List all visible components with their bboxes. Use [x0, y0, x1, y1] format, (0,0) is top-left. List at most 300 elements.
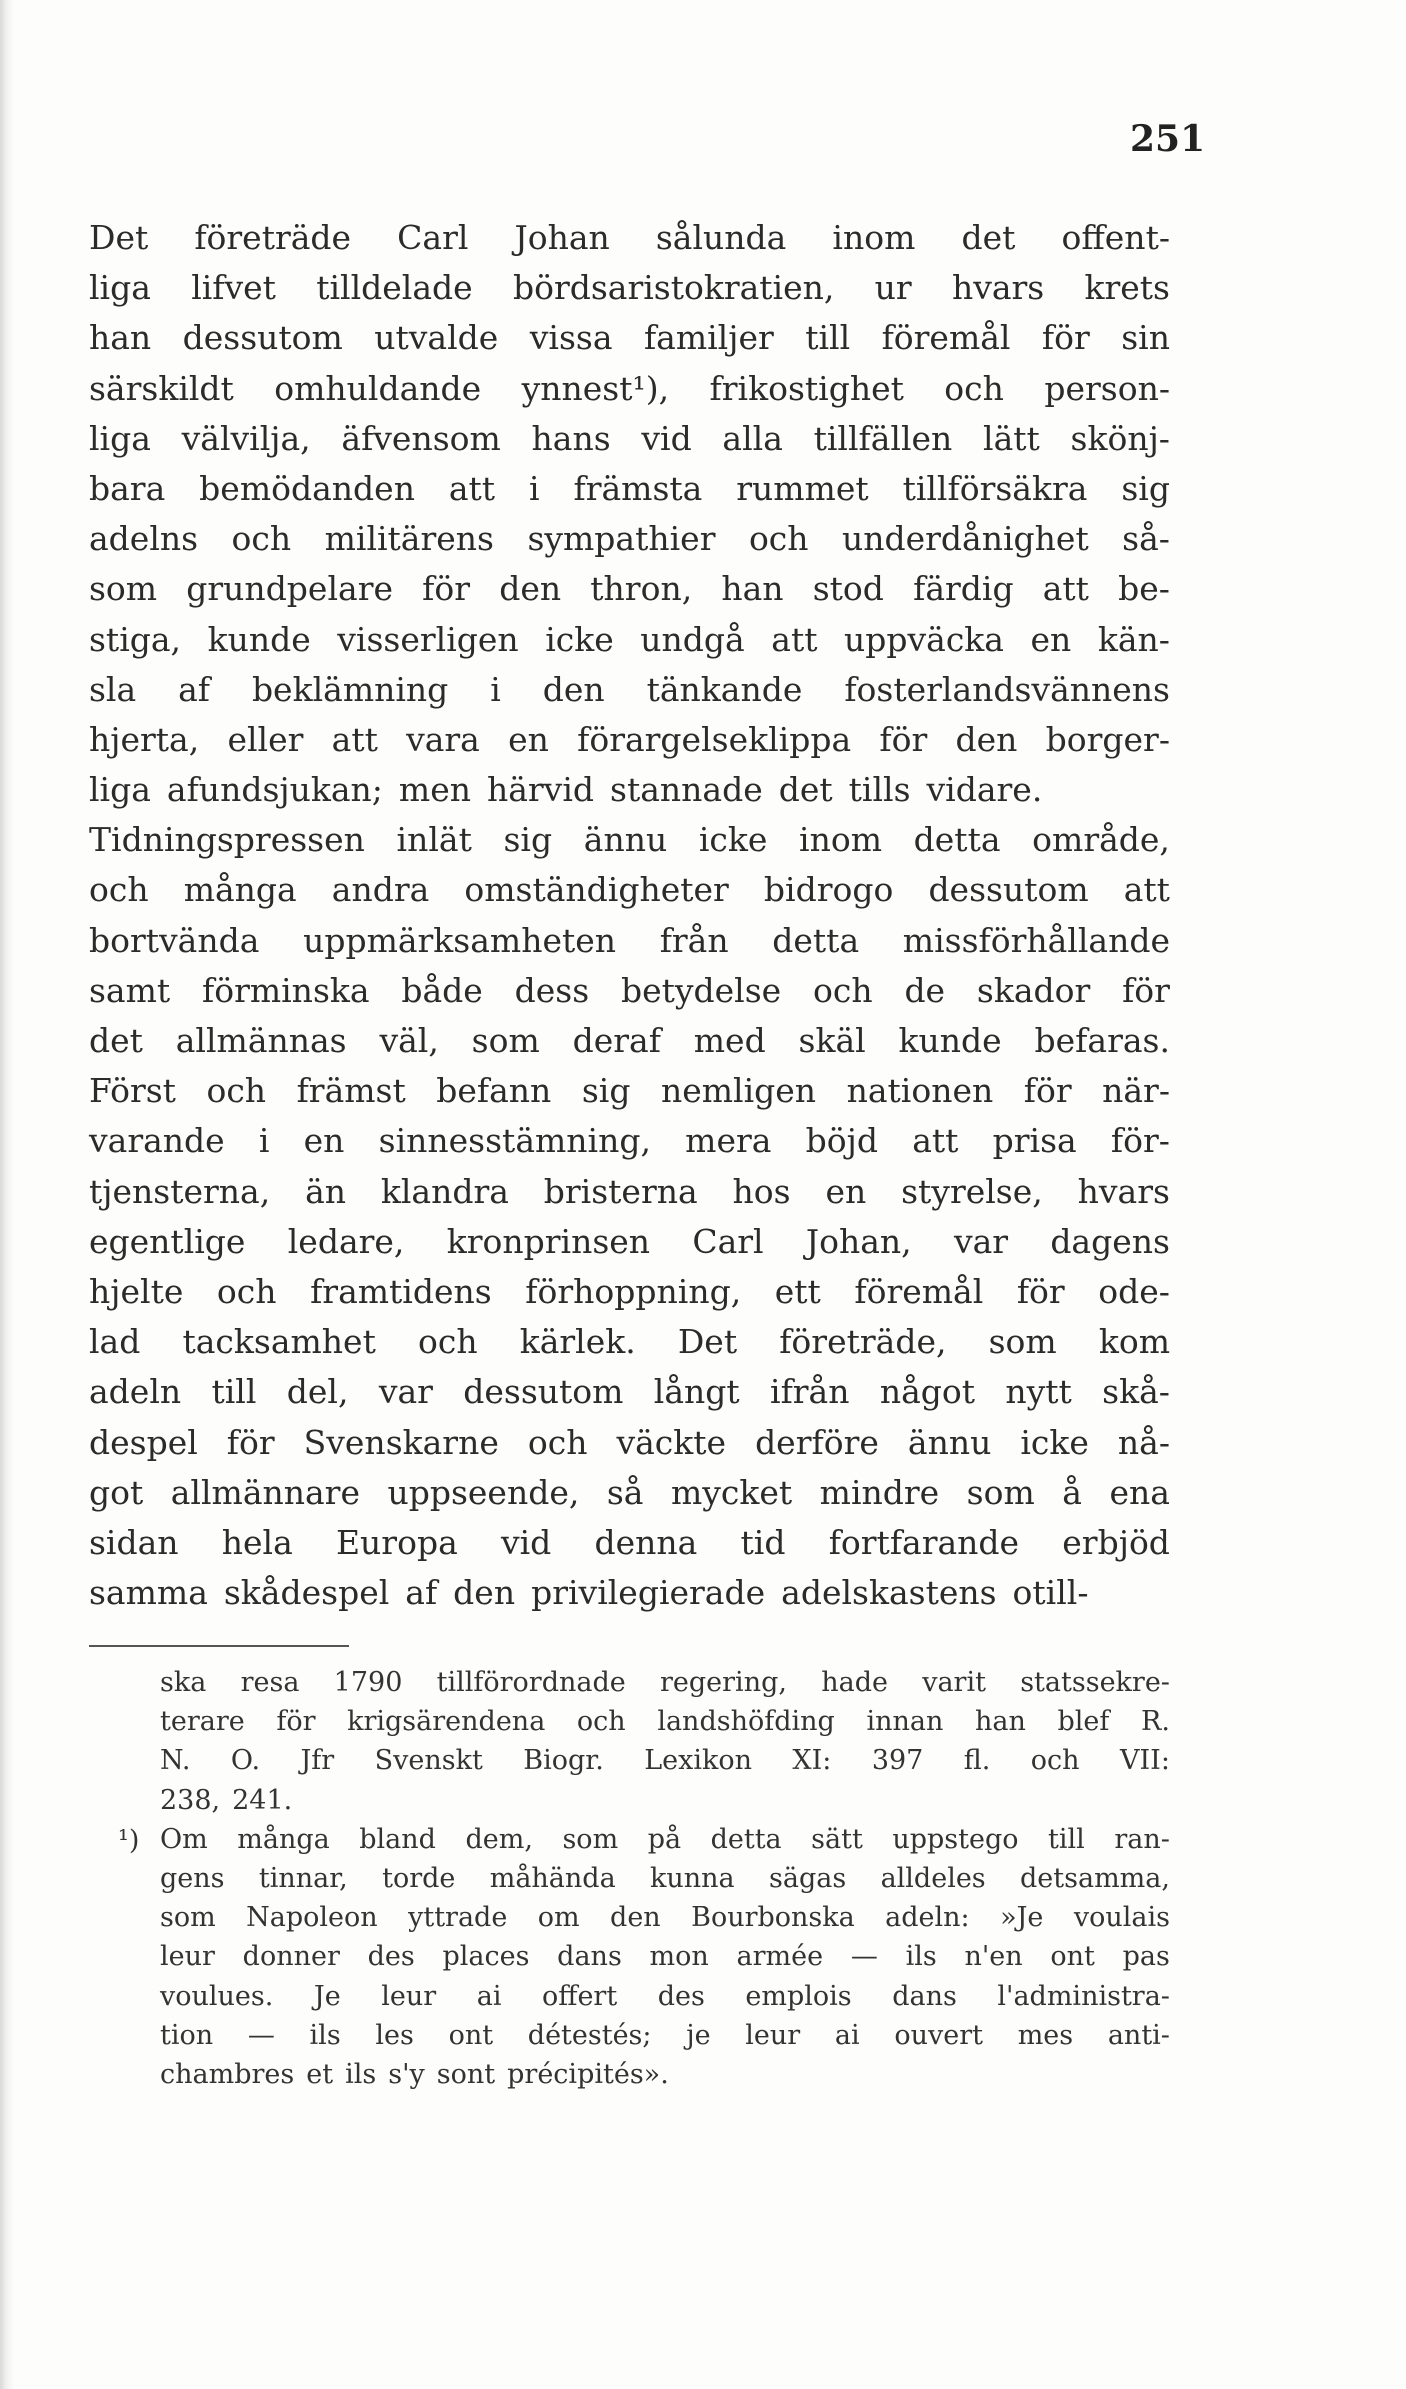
word: kunde	[898, 1021, 1002, 1060]
word: Jfr	[300, 1745, 335, 1777]
word: ouvert	[894, 2019, 983, 2051]
word: borger-	[1045, 719, 1170, 759]
word: detta	[913, 820, 1001, 860]
word: skå-	[1102, 1372, 1170, 1412]
word: af	[178, 669, 210, 709]
word: Johan	[514, 218, 610, 257]
text-line	[89, 514, 1170, 564]
word: ai	[476, 1980, 502, 2012]
word: en	[825, 1171, 867, 1211]
word: detta	[710, 1823, 782, 1855]
word: liga	[89, 418, 151, 458]
word: kän-	[1097, 619, 1170, 659]
word: för	[1041, 318, 1090, 358]
word: XI:	[792, 1745, 832, 1777]
footnote-line	[160, 2055, 1170, 2094]
word: många	[183, 870, 297, 910]
word: vara	[406, 719, 480, 759]
word: eller	[227, 719, 304, 759]
word: föremål	[854, 1271, 984, 1311]
word: dans	[892, 1980, 957, 2012]
word: dessutom	[463, 1372, 624, 1412]
text-line	[89, 865, 1170, 915]
footnote-line	[160, 1702, 1170, 1741]
word: tion	[160, 2019, 214, 2051]
word: innan	[866, 1706, 944, 1738]
word: bidrogo	[763, 870, 894, 910]
word: offert	[542, 1980, 618, 2012]
word: Johan,	[805, 1221, 912, 1261]
word: ena	[1109, 1472, 1170, 1512]
word: på	[647, 1823, 682, 1855]
word: adelns	[89, 519, 199, 559]
word: andra	[331, 870, 430, 910]
word: mera	[685, 1121, 772, 1161]
word: underdånighet	[842, 519, 1089, 559]
word: deraf	[572, 1021, 661, 1060]
word: 241.	[232, 1784, 293, 1816]
word: sig	[1121, 468, 1170, 508]
footnote-divider	[89, 1645, 349, 1647]
word: tillförsäkra	[902, 468, 1088, 508]
word: varande	[89, 1121, 225, 1161]
word: och	[527, 1422, 588, 1462]
word: icke	[545, 619, 614, 659]
word: som	[562, 1823, 619, 1855]
word: dess	[514, 970, 590, 1010]
word: yttrade	[408, 1902, 508, 1934]
word: gens	[160, 1862, 225, 1894]
text-line	[89, 916, 1170, 966]
word: måhända	[489, 1862, 616, 1894]
word: des	[367, 1941, 415, 1973]
word: dans	[557, 1941, 622, 1973]
word: väl,	[379, 1021, 439, 1060]
word: Napoleon	[246, 1902, 378, 1934]
word: äfvensom	[341, 418, 501, 458]
word: armée	[736, 1941, 824, 1973]
word: je	[686, 2019, 711, 2051]
main-text	[89, 213, 1170, 1618]
text-line	[89, 665, 1170, 715]
word: pas	[1122, 1941, 1170, 1973]
word: mes	[1017, 2019, 1074, 2051]
text-line	[89, 1468, 1170, 1518]
word: despel	[89, 1422, 198, 1462]
word: den	[453, 1573, 516, 1613]
word: grundpelare	[186, 569, 393, 609]
word: prisa	[992, 1121, 1077, 1161]
word: Om	[160, 1823, 208, 1855]
word: Biogr.	[523, 1745, 604, 1777]
word: person-	[1044, 368, 1170, 408]
word: hela	[221, 1522, 293, 1562]
word: uppstego	[892, 1823, 1019, 1855]
word: att	[448, 468, 496, 508]
word: var	[953, 1221, 1009, 1261]
word: nemligen	[660, 1071, 817, 1111]
word: böjd	[805, 1121, 879, 1161]
word: vid	[641, 418, 692, 458]
word: Svenskt	[374, 1745, 483, 1777]
word: frikostighet	[709, 368, 904, 408]
word: förargelseklippa	[577, 719, 852, 759]
word: terare	[160, 1706, 245, 1738]
word: lad	[89, 1322, 141, 1362]
word: nå-	[1117, 1422, 1170, 1462]
word: missförhållande	[902, 920, 1170, 960]
word: adeln	[89, 1372, 182, 1412]
word: O.	[230, 1745, 261, 1777]
word: egentlige	[89, 1221, 246, 1261]
word: krets	[1084, 268, 1170, 308]
word: utvalde	[374, 318, 499, 358]
word: adeln:	[885, 1902, 970, 1934]
word: 397	[871, 1745, 924, 1777]
footnote-marker: ¹)	[118, 1825, 140, 1856]
text-line	[89, 313, 1170, 363]
text-line	[89, 1116, 1170, 1166]
word: beklämning	[251, 669, 449, 709]
word: färdig	[913, 569, 1014, 609]
word: krigsärendena	[347, 1706, 546, 1738]
word: om	[537, 1902, 580, 1934]
word: sla	[89, 669, 137, 709]
text-line	[89, 1317, 1170, 1367]
word: got	[89, 1472, 144, 1512]
text-line	[89, 966, 1170, 1016]
word: familjer	[643, 318, 774, 358]
word: framtidens	[310, 1271, 492, 1311]
word: företräde,	[779, 1322, 947, 1362]
word: bara	[89, 468, 166, 508]
word: denna	[594, 1522, 698, 1562]
word: i	[490, 669, 501, 709]
word: att	[1123, 870, 1170, 910]
word: till	[1048, 1823, 1085, 1855]
page-edge-shadow	[0, 0, 14, 2389]
word: den	[610, 1902, 661, 1934]
word: mycket	[670, 1472, 793, 1512]
word: tillfällen	[813, 418, 953, 458]
text-line	[89, 564, 1170, 614]
word: i	[529, 468, 540, 508]
word: VII:	[1120, 1745, 1170, 1777]
word: rummet	[736, 468, 869, 508]
word: fosterlandsvännens	[844, 669, 1170, 709]
word: skådespel	[223, 1573, 390, 1613]
word: var	[378, 1372, 433, 1412]
word: så	[606, 1472, 644, 1512]
word: lifvet	[191, 268, 276, 308]
word: derföre	[755, 1422, 879, 1462]
word: hjerta,	[89, 719, 200, 759]
word: betydelse	[620, 970, 782, 1010]
word: ai	[834, 2019, 860, 2051]
word: 238,	[160, 1784, 221, 1816]
word: ur	[874, 268, 912, 308]
word: med	[693, 1021, 766, 1060]
word: ils	[309, 2019, 341, 2051]
word: voulais	[1073, 1902, 1170, 1934]
word: et	[306, 2058, 334, 2090]
word: som	[160, 1902, 216, 1934]
word: tjensterna,	[89, 1171, 271, 1211]
word: n'en	[964, 1941, 1023, 1973]
text-line	[89, 1217, 1170, 1267]
word: allmännare	[170, 1472, 360, 1512]
word: sympathier	[527, 519, 716, 559]
word: hjelte	[89, 1271, 184, 1311]
word: stannade	[610, 770, 763, 810]
word: sin	[1121, 318, 1170, 358]
word: att	[1042, 569, 1089, 609]
word: omständigheter	[464, 870, 729, 910]
word: i	[258, 1121, 270, 1161]
text-line	[89, 213, 1170, 263]
word: fl.	[963, 1745, 991, 1777]
word: ynnest¹),	[521, 368, 670, 408]
word: kunde	[207, 619, 311, 659]
word: för	[422, 569, 471, 609]
word: främst	[296, 1071, 406, 1111]
footnote-line	[160, 1859, 1170, 1898]
word: détestés;	[527, 2019, 652, 2051]
word: ont	[1050, 1941, 1095, 1973]
word: dagens	[1050, 1221, 1170, 1261]
word: att	[912, 1121, 959, 1161]
word: något	[879, 1372, 976, 1412]
word: Europa	[335, 1522, 458, 1562]
word: han	[89, 318, 152, 358]
word: ännu	[907, 1422, 992, 1462]
word: del,	[286, 1372, 349, 1412]
word: N.	[160, 1745, 191, 1777]
word: en	[1030, 619, 1072, 659]
word: mindre	[819, 1472, 940, 1512]
word: mon	[649, 1941, 709, 1973]
word: dessutom	[928, 870, 1089, 910]
text-line	[89, 615, 1170, 665]
word: tillförordnade	[436, 1667, 626, 1698]
footnote-line	[160, 1781, 1170, 1820]
word: Carl	[692, 1221, 764, 1261]
word: han	[974, 1706, 1026, 1738]
word: hvars	[1077, 1171, 1170, 1211]
word: stiga,	[89, 619, 182, 659]
word: 1790	[333, 1667, 403, 1698]
word: icke	[1020, 1422, 1089, 1462]
word: sinnesstämning,	[378, 1121, 651, 1161]
word: leur	[160, 1941, 215, 1973]
word: och	[748, 519, 809, 559]
word: väckte	[616, 1422, 727, 1462]
word: än	[305, 1171, 346, 1211]
word: be-	[1118, 569, 1170, 609]
page-number: 251	[1130, 118, 1206, 160]
word: en	[508, 719, 549, 759]
word: och	[231, 519, 292, 559]
word: och	[944, 368, 1004, 408]
text-line	[89, 263, 1170, 313]
word: landshöfding	[657, 1706, 835, 1738]
word: donner	[242, 1941, 340, 1973]
word: —	[850, 1941, 878, 1973]
text-line	[89, 1568, 1170, 1618]
text-line	[89, 1518, 1170, 1568]
word: som	[471, 1021, 540, 1060]
word: adelskastens	[781, 1573, 997, 1613]
word: bland	[359, 1823, 436, 1855]
word: så-	[1122, 519, 1170, 559]
word: och	[216, 1271, 277, 1311]
word: att	[771, 619, 818, 659]
word: skäl	[798, 1021, 866, 1060]
word: och	[89, 870, 149, 910]
word: sidan	[89, 1522, 179, 1562]
word: ran-	[1114, 1823, 1170, 1855]
word: ska	[160, 1667, 207, 1698]
word: detsamma,	[1020, 1862, 1170, 1894]
word: långt	[653, 1372, 740, 1412]
word: den	[955, 719, 1018, 759]
word: nytt	[1005, 1372, 1072, 1412]
word: erbjöd	[1062, 1522, 1170, 1562]
word: vidare.	[926, 770, 1043, 810]
word: härvid	[486, 770, 595, 810]
word: —	[247, 2019, 275, 2051]
word: »Je	[1000, 1902, 1044, 1934]
word: Tidningspressen	[89, 820, 365, 860]
word: hans	[531, 418, 611, 458]
word: välvilja,	[181, 418, 311, 458]
word: vissa	[529, 318, 613, 358]
text-line	[89, 815, 1170, 865]
word: undgå	[640, 619, 745, 659]
word: resa	[240, 1667, 300, 1698]
word: tacksamhet	[182, 1322, 376, 1362]
word: för	[276, 1706, 316, 1738]
footnote-line	[160, 2016, 1170, 2055]
word: fortfarande	[828, 1522, 1020, 1562]
footnotes	[160, 1663, 1170, 2094]
word: som	[89, 569, 158, 609]
word: Bourbonska	[691, 1902, 855, 1934]
footnote-line	[160, 1898, 1170, 1937]
word: otill-	[1012, 1573, 1089, 1613]
word: places	[442, 1941, 530, 1973]
word: skador	[976, 970, 1091, 1010]
word: hade	[821, 1667, 888, 1698]
word: Först	[89, 1071, 176, 1111]
text-line	[89, 464, 1170, 514]
word: alla	[722, 418, 783, 458]
word: voulues.	[160, 1980, 274, 2012]
word: de	[904, 970, 946, 1010]
word: afundsjukan;	[166, 770, 383, 810]
word: hvars	[951, 268, 1045, 308]
word: liga	[89, 770, 151, 810]
word: militärens	[324, 519, 494, 559]
word: ils	[905, 1941, 937, 1973]
word: hos	[732, 1171, 791, 1211]
word: statssekre-	[1020, 1667, 1170, 1698]
word: befaras.	[1034, 1021, 1170, 1060]
word: företräde	[194, 218, 352, 257]
word: sig	[581, 1071, 631, 1111]
word: men	[398, 770, 471, 810]
word: ode-	[1098, 1271, 1170, 1311]
word: ett	[774, 1271, 821, 1311]
footnote-line	[160, 1937, 1170, 1976]
word: kom	[1098, 1322, 1170, 1362]
word: ifrån	[770, 1372, 850, 1412]
word: till	[805, 318, 851, 358]
word: som	[966, 1472, 1035, 1512]
word: chambres	[160, 2058, 295, 2090]
word: han	[721, 569, 784, 609]
word: inom	[832, 218, 916, 257]
word: leur	[381, 1980, 437, 2012]
word: sig	[503, 820, 553, 860]
word: emplois	[745, 1980, 852, 2012]
text-line	[89, 715, 1170, 765]
word: uppseende,	[387, 1472, 580, 1512]
word: skönj-	[1070, 418, 1170, 458]
word: icke	[698, 820, 768, 860]
word: précipités».	[507, 2058, 669, 2090]
text-line	[89, 1267, 1170, 1317]
word: både	[401, 970, 483, 1010]
text-line	[89, 1066, 1170, 1116]
word: många	[237, 1823, 330, 1855]
word: att	[331, 719, 378, 759]
word: den	[542, 669, 605, 709]
word: les	[375, 2019, 414, 2051]
word: tid	[740, 1522, 786, 1562]
word: sätt	[811, 1823, 863, 1855]
word: lätt	[983, 418, 1040, 458]
text-line	[89, 1367, 1170, 1417]
word: samma	[89, 1573, 208, 1613]
footnote-line	[160, 1663, 1170, 1702]
word: anti-	[1107, 2019, 1170, 2051]
word: bristerna	[543, 1171, 698, 1211]
word: sålunda	[655, 218, 787, 257]
word: kronprinsen	[446, 1221, 651, 1261]
word: och	[206, 1071, 267, 1111]
word: förminska	[201, 970, 370, 1010]
footnote-line	[160, 1820, 1170, 1859]
footnote-line	[160, 1741, 1170, 1780]
word: R.	[1141, 1706, 1170, 1738]
word: uppväcka	[844, 619, 1004, 659]
word: för-	[1110, 1121, 1170, 1161]
word: den	[499, 569, 562, 609]
word: ils	[345, 2058, 377, 2090]
word: inom	[799, 820, 883, 860]
word: Det	[89, 218, 149, 257]
word: tills	[848, 770, 911, 810]
word: klandra	[380, 1171, 509, 1211]
word: leur	[745, 2019, 801, 2051]
word: det	[961, 218, 1016, 257]
word: dem,	[465, 1823, 533, 1855]
word: styrelse,	[901, 1171, 1043, 1211]
word: l'administra-	[997, 1980, 1170, 2012]
word: nationen	[846, 1071, 994, 1111]
word: torde	[382, 1862, 456, 1894]
